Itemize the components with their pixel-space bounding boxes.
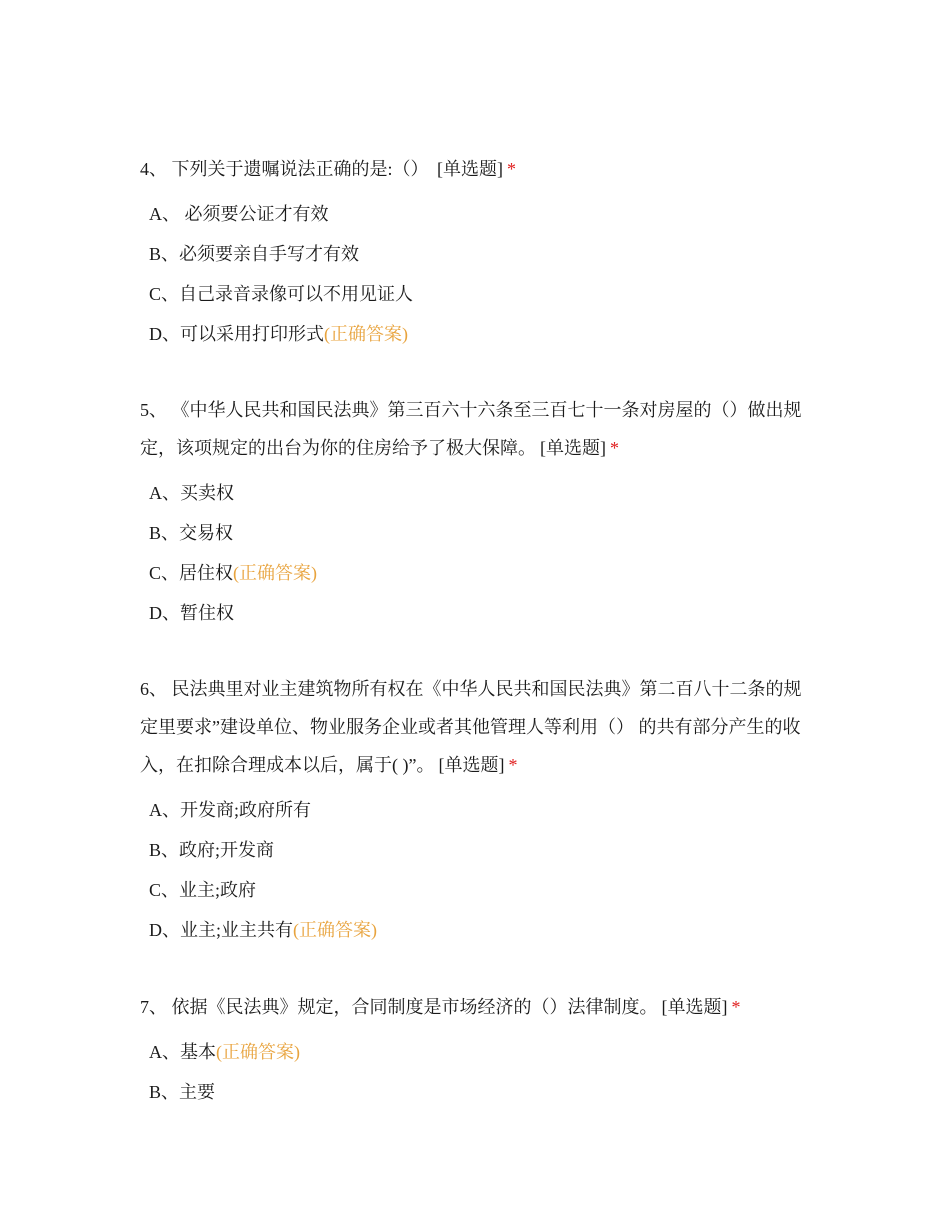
required-star: * (508, 755, 518, 775)
option-b[interactable] (149, 234, 810, 274)
required-star: * (731, 997, 741, 1017)
question-type-label: [单选题] (437, 159, 503, 179)
options-list (149, 473, 810, 633)
option-label: A、买卖权 (149, 483, 234, 503)
option-d[interactable] (149, 910, 810, 950)
option-a[interactable] (149, 1032, 810, 1072)
question-7 (140, 988, 810, 1112)
option-label: C、居住权 (149, 563, 234, 583)
question-text (140, 988, 810, 1026)
question-6 (140, 670, 810, 950)
required-star: * (610, 438, 619, 458)
question-stem: 7、 依据《民法典》规定，合同制度是市场经济的（）法律制度。 (140, 997, 658, 1017)
question-4 (140, 150, 810, 354)
option-a[interactable] (149, 473, 810, 513)
option-b[interactable] (149, 1072, 810, 1112)
option-label: A、基本 (149, 1042, 216, 1062)
option-label: B、必须要亲自手写才有效 (149, 244, 360, 264)
question-type-label: [单选题] (540, 438, 606, 458)
option-d[interactable] (149, 593, 810, 633)
option-label: B、主要 (149, 1082, 216, 1102)
option-label: A、开发商;政府所有 (149, 800, 311, 820)
option-a[interactable] (149, 790, 810, 830)
option-c[interactable] (149, 870, 810, 910)
question-stem: 4、 下列关于遗嘱说法正确的是:（） (140, 159, 433, 179)
question-stem: 6、 民法典里对业主建筑物所有权在《中华人民共和国民法典》第二百八十二条的规定里要求”建设单位、物业服务企业或者其他管理人等利用（） 的共有部分产生的收入，在扣除合理成本以后，属于( )”。 (140, 679, 802, 775)
required-star: * (507, 159, 516, 179)
option-b[interactable] (149, 830, 810, 870)
option-label: D、业主;业主共有 (149, 920, 293, 940)
options-list (149, 790, 810, 950)
correct-answer-note: (正确答案) (233, 563, 318, 583)
correct-answer-note: (正确答案) (324, 324, 408, 344)
option-label: B、交易权 (149, 523, 234, 543)
question-type-label: [单选题] (438, 755, 505, 775)
question-text (140, 670, 810, 784)
question-stem: 5、 《中华人民共和国民法典》第三百六十六条至三百七十一条对房屋的（）做出规定，该项规定的出台为你的住房给予了极大保障。 (140, 400, 802, 458)
question-5 (140, 391, 810, 633)
question-text (140, 391, 810, 467)
option-c[interactable] (149, 274, 810, 314)
correct-answer-note: (正确答案) (216, 1042, 300, 1062)
option-label: C、业主;政府 (149, 880, 257, 900)
option-d[interactable] (149, 314, 810, 354)
option-a[interactable] (149, 194, 810, 234)
option-label: D、暂住权 (149, 603, 234, 623)
option-label: C、自己录音录像可以不用见证人 (149, 284, 414, 304)
options-list (149, 194, 810, 354)
option-label: B、政府;开发商 (149, 840, 275, 860)
correct-answer-note: (正确答案) (293, 920, 377, 940)
question-text (140, 150, 810, 188)
options-list (149, 1032, 810, 1112)
question-type-label: [单选题] (661, 997, 728, 1017)
option-b[interactable] (149, 513, 810, 553)
option-label: D、可以采用打印形式 (149, 324, 324, 344)
option-label: A、 必须要公证才有效 (149, 204, 329, 224)
option-c[interactable] (149, 553, 810, 593)
